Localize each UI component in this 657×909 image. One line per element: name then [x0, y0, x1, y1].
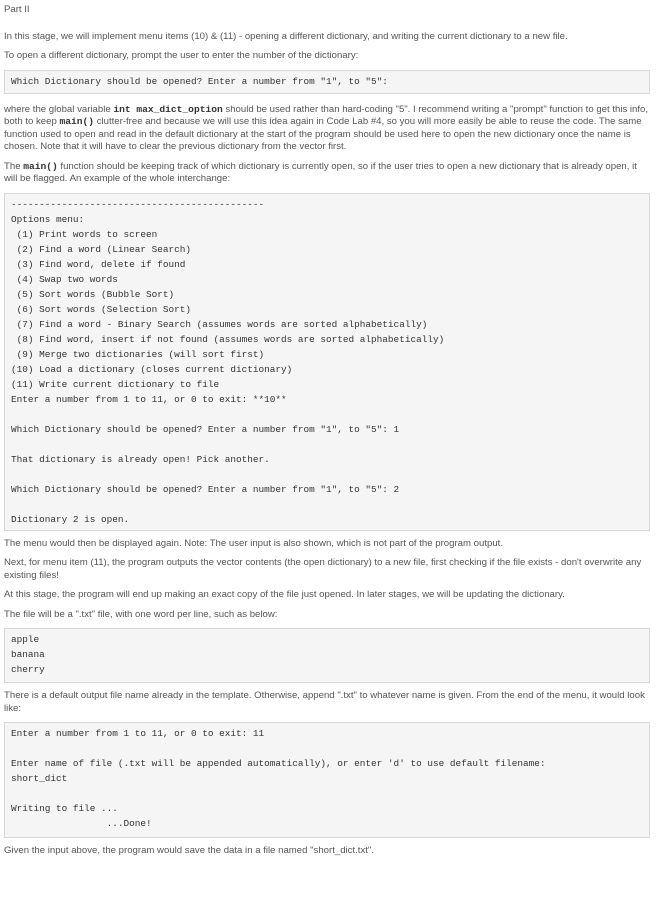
default-filename-paragraph: There is a default output file name already in the template. Otherwise, append ".txt" to whatever name is given. From the end of the menu, it would look like:: [4, 690, 645, 714]
prompt-code-text: Which Dictionary should be opened? Enter a number from "1", to "5":: [11, 75, 388, 87]
main-para-text: function should be keeping track of which dictionary is currently open, so if the user tries to open a new dictionary that is already open, it will be flagged. An example of the whole interchange:: [4, 160, 637, 184]
file-format-paragraph: The file will be a ".txt" file, with one word per line, such as below:: [4, 608, 278, 620]
main-para-pre: The: [4, 160, 24, 172]
menu-again-paragraph: The menu would then be displayed again. Note: The user input is also shown, which is not part of the program output.: [4, 537, 503, 549]
global-para-mid: should be used rather than hard-coding "5". I recommend writing a "prompt" function to get this info, both to keep: [4, 103, 649, 127]
global-var-code: int max_dict_option: [113, 103, 223, 115]
part-title: Part II: [4, 4, 30, 15]
prompt-code-block: [4, 70, 650, 94]
document-page: [4, 0, 652, 858]
global-para-post: clutter-free and because we will use this idea again in Code Lab #4, so you will more easily be able to reuse the code. The same function used to open and read in the default dictionary at the start of the program should be used here to open the new dictionary once the name is chosen. Note that it will have to clear the previous dictionary from the vector first.: [4, 116, 642, 152]
main-tracking-paragraph: [4, 161, 652, 186]
main-code-inline: main(): [59, 116, 95, 127]
stage-paragraph: At this stage, the program will end up making an exact copy of the file just opened. In later stages, we will be updating the dictionary.: [4, 589, 565, 600]
intro-paragraph: In this stage, we will implement menu items (10) & (11) - opening a different dictionary, and writing the current dictionary to a new file.: [4, 30, 568, 42]
global-para-pre: where the global variable: [4, 103, 114, 115]
global-variable-paragraph: [4, 104, 652, 154]
next-item-paragraph: Next, for menu item (11), the program outputs the vector contents (the open dictionary) to a new file, first checking if the file exists - don't overwrite any existing files!: [4, 557, 642, 581]
final-paragraph: Given the input above, the program would save the data in a file named "short_dict.txt".: [4, 845, 374, 856]
output-code-text: Enter a number from 1 to 11, or 0 to exit: 11 Enter name of file (.txt will be appended automatically), or enter 'd' to use default filename: short_dict Writing to file ... ...Done!: [11, 728, 546, 829]
interchange-code-text: --------------------------------------------- Options menu: (1) Print words to screen (2) Find a word (Linear Search) (3) Find word, delete if found (4) Swap two words (5) Sort words (Bubble Sort) (6) Sort words (Selection Sort) (7) Find a word - Binary Search (assumes words are sorted alphabetically) (8) Find word, insert if not found (assumes words are sorted alphabetically) (9) Merge two dictionaries (will sort first) (10) Load a dictionary (closes current dictionary) (11) Write current dictionary to file Enter a number from 1 to 11, or 0 to exit: **10** Which Dictionary should be opened? Enter a number from "1", to "5": 1 That dictionary is already open! Pick another. Which Dictionary should be opened? Enter a number from "1", to "5": 2 Dictionary 2 is open.: [11, 198, 445, 525]
words-code-text: apple banana cherry: [11, 634, 45, 675]
words-code-block: [4, 628, 650, 683]
main-code-inline-2: main(): [23, 160, 58, 172]
interchange-code-block: [4, 193, 650, 531]
output-code-block: [4, 722, 650, 838]
open-prompt-intro: To open a different dictionary, prompt the user to enter the number of the dictionary:: [4, 50, 359, 61]
